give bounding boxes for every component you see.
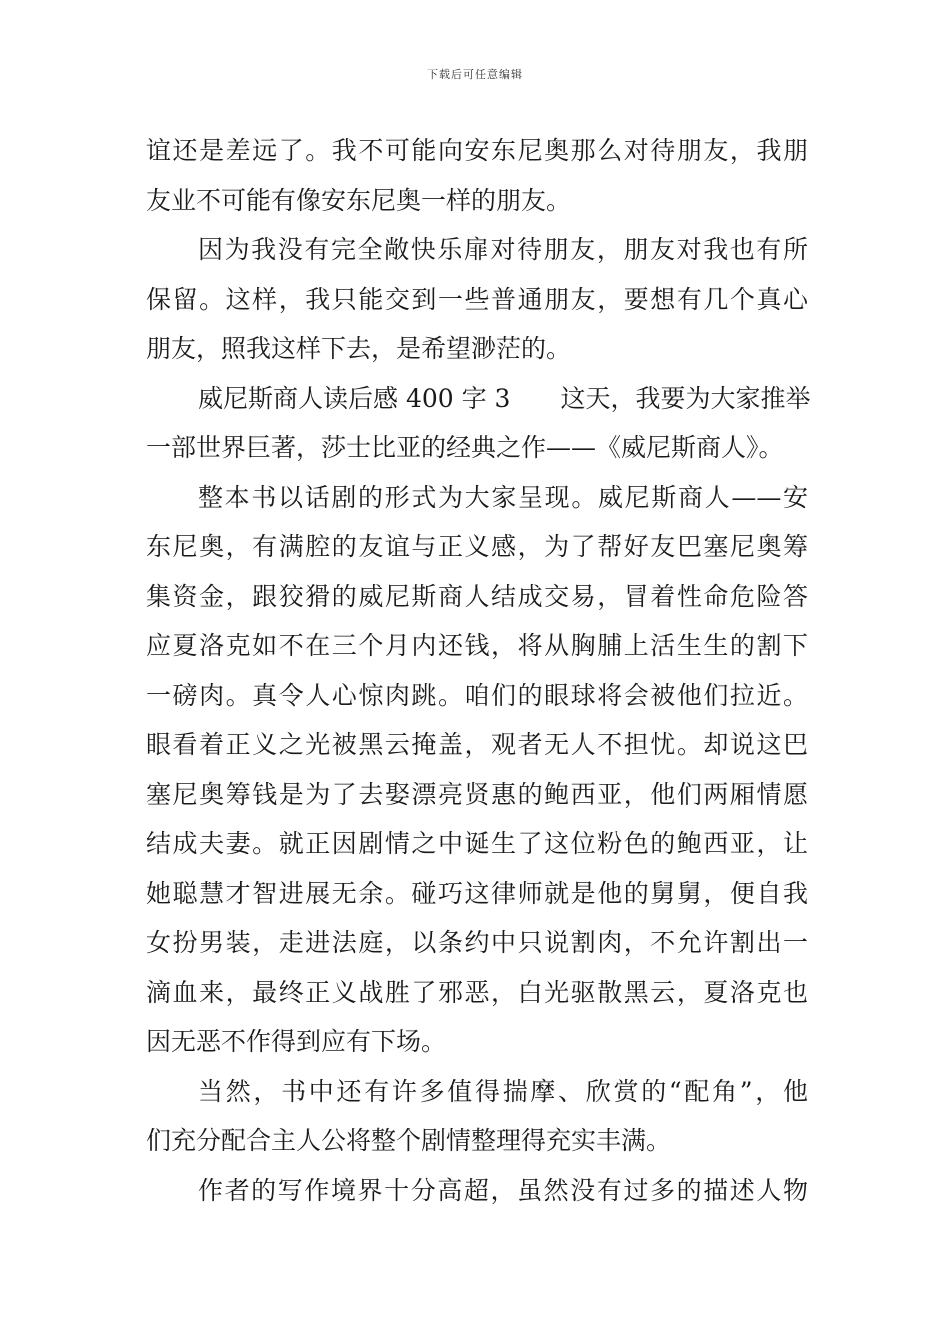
text-line: 因无恶不作得到应有下场。 bbox=[146, 1027, 447, 1056]
text-line: 眼看着正义之光被黑云掩盖，观者无人不担忧。却说这巴 bbox=[146, 730, 808, 759]
text-line: 朋友，照我这样下去，是希望渺茫的。 bbox=[146, 334, 572, 363]
text-line: 们充分配合主人公将整个剧情整理得充实丰满。 bbox=[146, 1126, 672, 1155]
text-line: 应夏洛克如不在三个月内还钱，将从胸脯上活生生的割下 bbox=[146, 631, 808, 660]
text-line: 集资金，跟狡猾的威尼斯商人结成交易，冒着性命危险答 bbox=[146, 581, 808, 611]
section-heading: 威尼斯商人读后感 400 字 3 bbox=[198, 383, 511, 413]
document-body bbox=[146, 126, 811, 1215]
text-line: 谊还是差远了。我不可能向安东尼奥那么对待朋友，我朋 bbox=[146, 136, 808, 165]
text-line: 东尼奥，有满腔的友谊与正义感，为了帮好友巴塞尼奥筹 bbox=[146, 532, 808, 561]
text-line: 一磅肉。真令人心惊肉跳。咱们的眼球将会被他们拉近。 bbox=[146, 680, 808, 710]
text-line: 一部世界巨著，莎士比亚的经典之作——《威尼斯商人》。 bbox=[146, 433, 784, 462]
text-line: 滴血来，最终正义战胜了邪恶，白光驱散黑云，夏洛克也 bbox=[146, 977, 808, 1007]
text-line: 塞尼奥筹钱是为了去娶漂亮贤惠的鲍西亚，他们两厢情愿 bbox=[146, 779, 808, 809]
text-line: 作者的写作境界十分高超，虽然没有过多的描述人物 bbox=[198, 1175, 808, 1205]
text-line: 她聪慧才智进展无余。碰巧这律师就是他的舅舅，便自我 bbox=[146, 878, 808, 908]
line-text: 这天，我要为大家推举 bbox=[560, 383, 811, 413]
text-line bbox=[146, 374, 811, 424]
text-line: 友业不可能有像安东尼奥一样的朋友。 bbox=[146, 185, 572, 215]
text-line: 结成夫妻。就正因剧情之中诞生了这位粉色的鲍西亚，让 bbox=[146, 829, 808, 858]
text-line: 因为我没有完全敞快乐扉对待朋友，朋友对我也有所 bbox=[198, 235, 808, 264]
text-line: 保留。这样，我只能交到一些普通朋友，要想有几个真心 bbox=[146, 284, 808, 314]
text-line: 整本书以话剧的形式为大家呈现。威尼斯商人——安 bbox=[198, 482, 808, 512]
text-line: 当然，书中还有许多值得揣摩、欣赏的“配角”，他 bbox=[198, 1076, 808, 1106]
page-header: 下载后可任意编辑 bbox=[427, 68, 523, 81]
text-line: 女扮男装，走进法庭，以条约中只说割肉，不允许割出一 bbox=[146, 928, 808, 957]
